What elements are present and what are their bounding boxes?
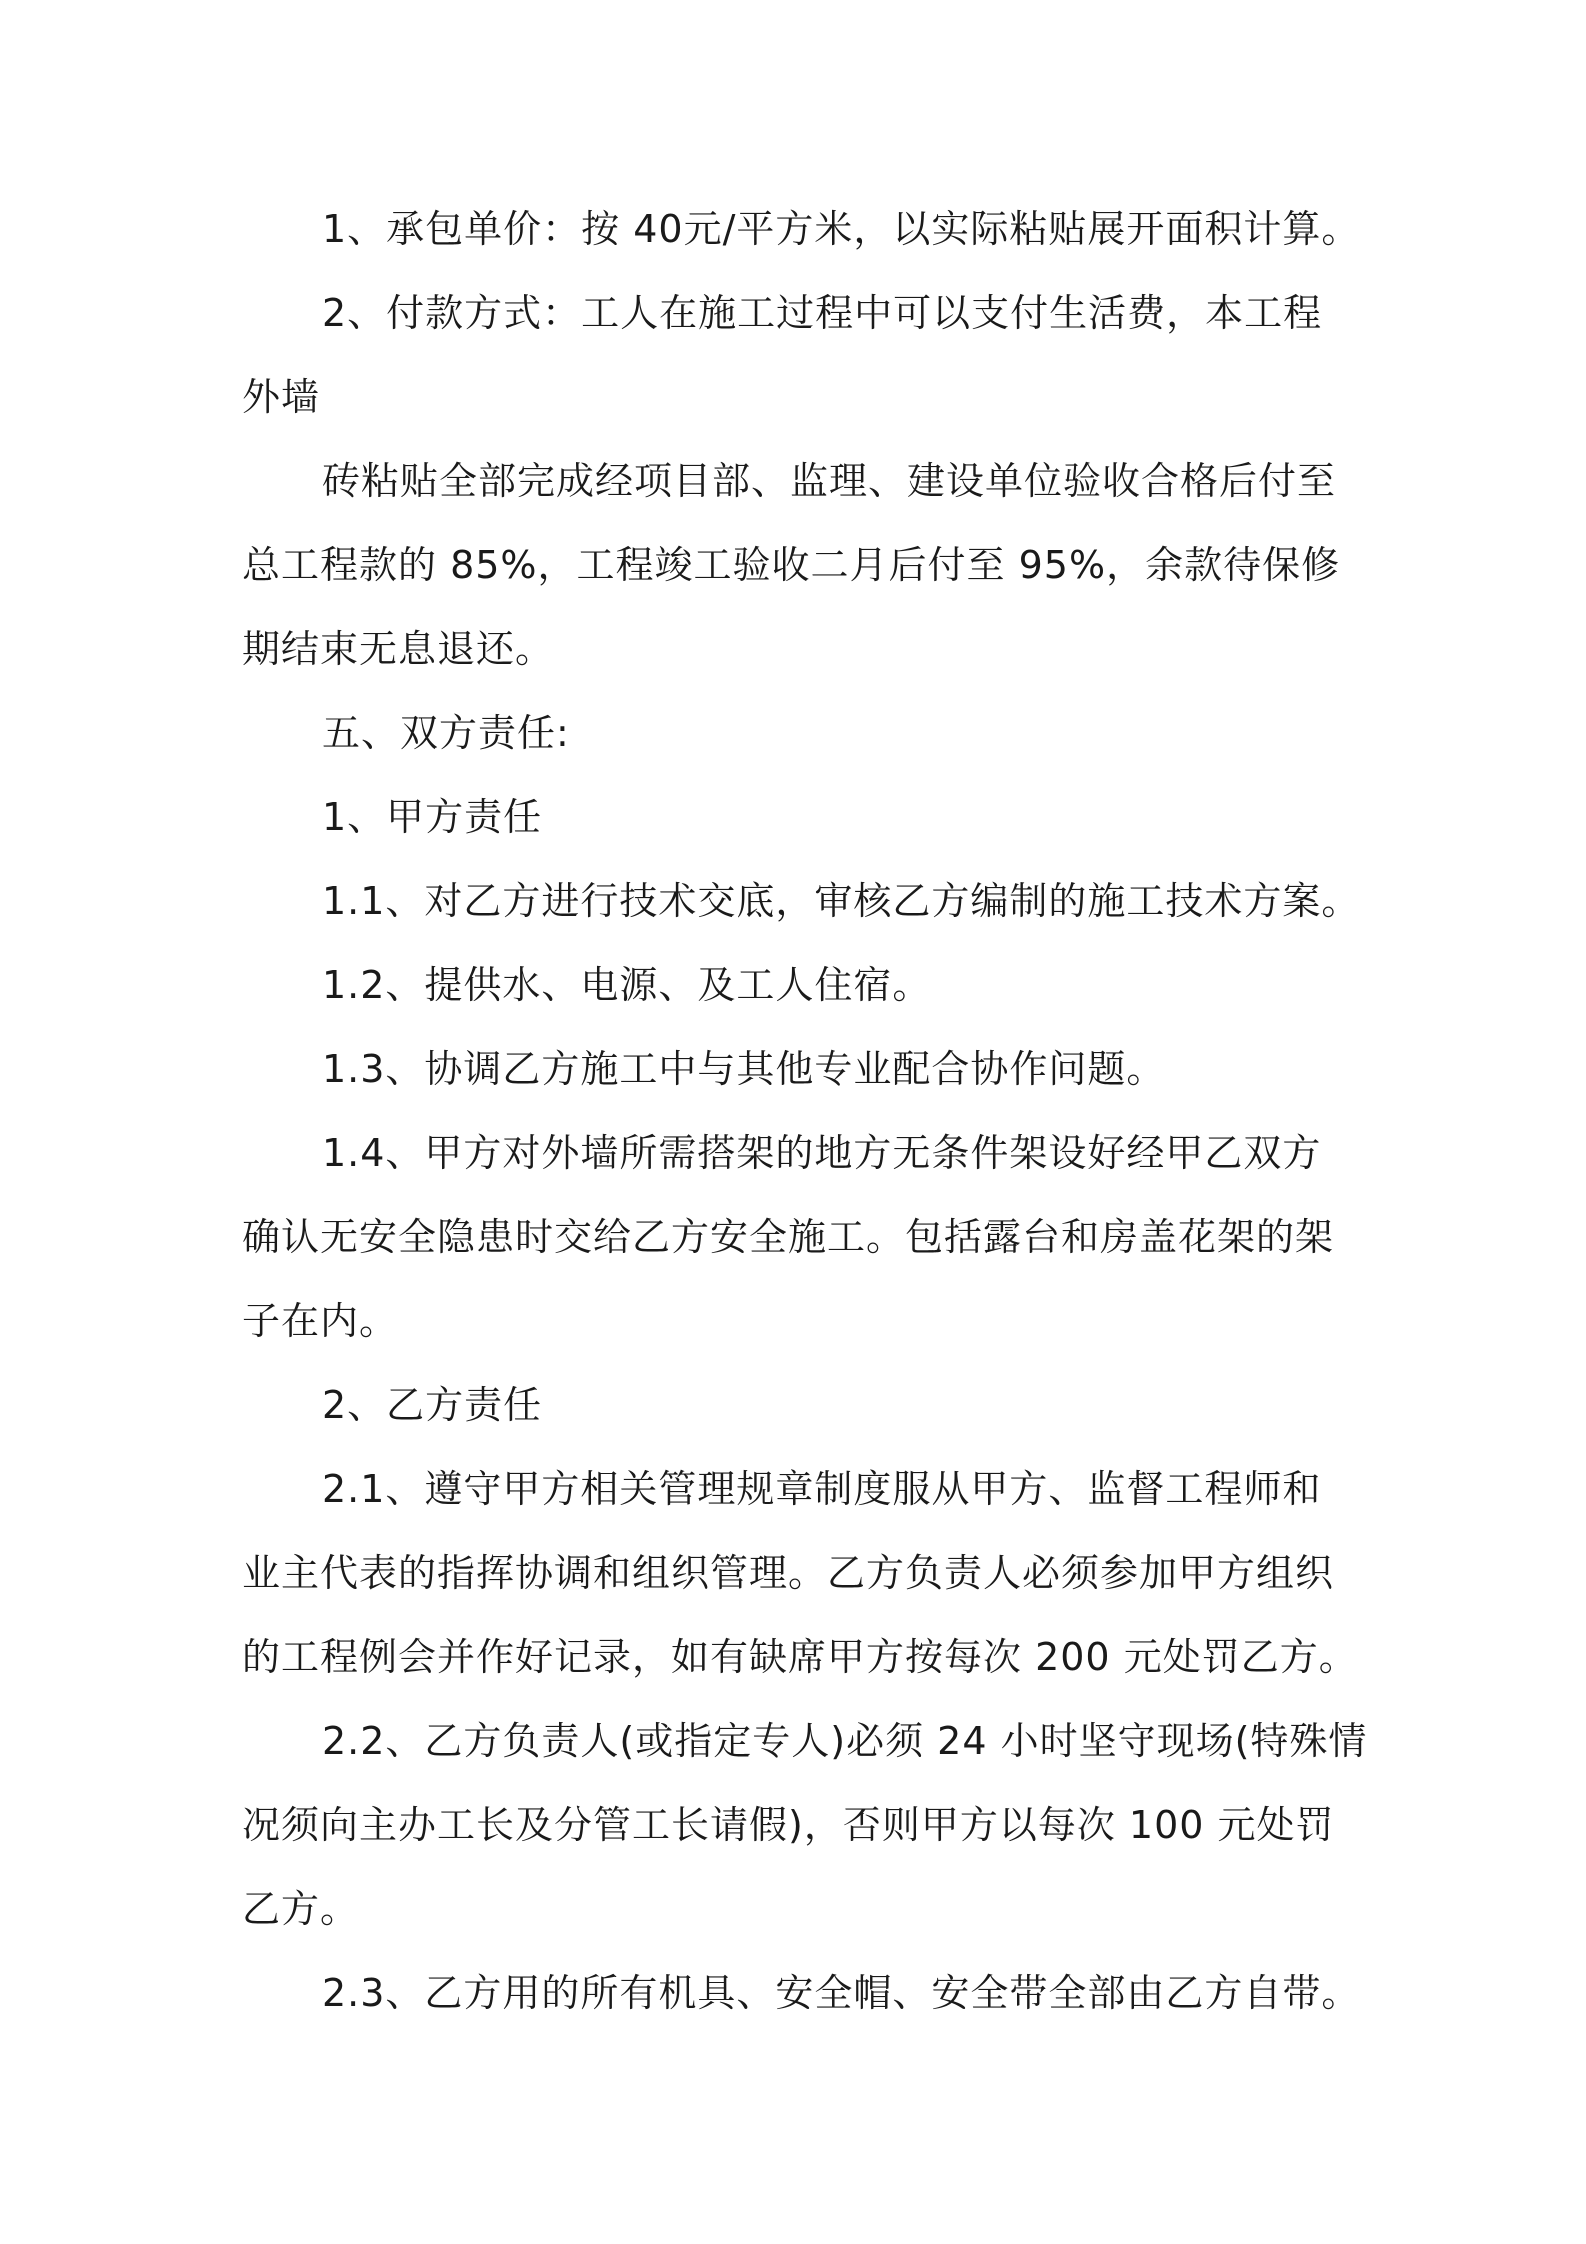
subsection-heading: 2、乙方责任 (322, 1383, 543, 1427)
text-line: 1.4、甲方对外墙所需搭架的地方无条件架设好经甲乙双方 (322, 1131, 1322, 1175)
text-line: 砖粘贴全部完成经项目部、监理、建设单位验收合格后付至 (322, 459, 1337, 503)
text-line: 乙方。 (242, 1887, 360, 1931)
text-line: 1.1、对乙方进行技术交底，审核乙方编制的施工技术方案。 (322, 879, 1361, 923)
text-line: 业主代表的指挥协调和组织管理。乙方负责人必须参加甲方组织 (242, 1551, 1335, 1595)
text-line: 1.2、提供水、电源、及工人住宿。 (322, 963, 932, 1007)
text-line: 总工程款的 85%，工程竣工验收二月后付至 95%，余款待保修 (242, 543, 1341, 587)
section-heading: 五、双方责任: (322, 711, 570, 755)
text-line: 1.3、协调乙方施工中与其他专业配合协作问题。 (322, 1047, 1166, 1091)
text-line: 2、付款方式：工人在施工过程中可以支付生活费，本工程 (322, 291, 1323, 335)
subsection-heading: 1、甲方责任 (322, 795, 543, 839)
text-line: 2.1、遵守甲方相关管理规章制度服从甲方、监督工程师和 (322, 1467, 1322, 1511)
text-line: 确认无安全隐患时交给乙方安全施工。包括露台和房盖花架的架 (242, 1215, 1335, 1259)
text-line: 况须向主办工长及分管工长请假)，否则甲方以每次 100 元处罚 (242, 1803, 1335, 1847)
text-line: 期结束无息退还。 (242, 627, 555, 671)
text-line: 2.2、乙方负责人(或指定专人)必须 24 小时坚守现场(特殊情 (322, 1719, 1368, 1763)
text-line: 外墙 (242, 375, 321, 419)
text-line: 2.3、乙方用的所有机具、安全帽、安全带全部由乙方自带。 (322, 1971, 1361, 2015)
text-line: 1、承包单价：按 40元/平方米，以实际粘贴展开面积计算。 (322, 207, 1361, 251)
text-line: 的工程例会并作好记录，如有缺席甲方按每次 200 元处罚乙方。 (242, 1635, 1358, 1679)
text-line: 子在内。 (242, 1299, 399, 1343)
